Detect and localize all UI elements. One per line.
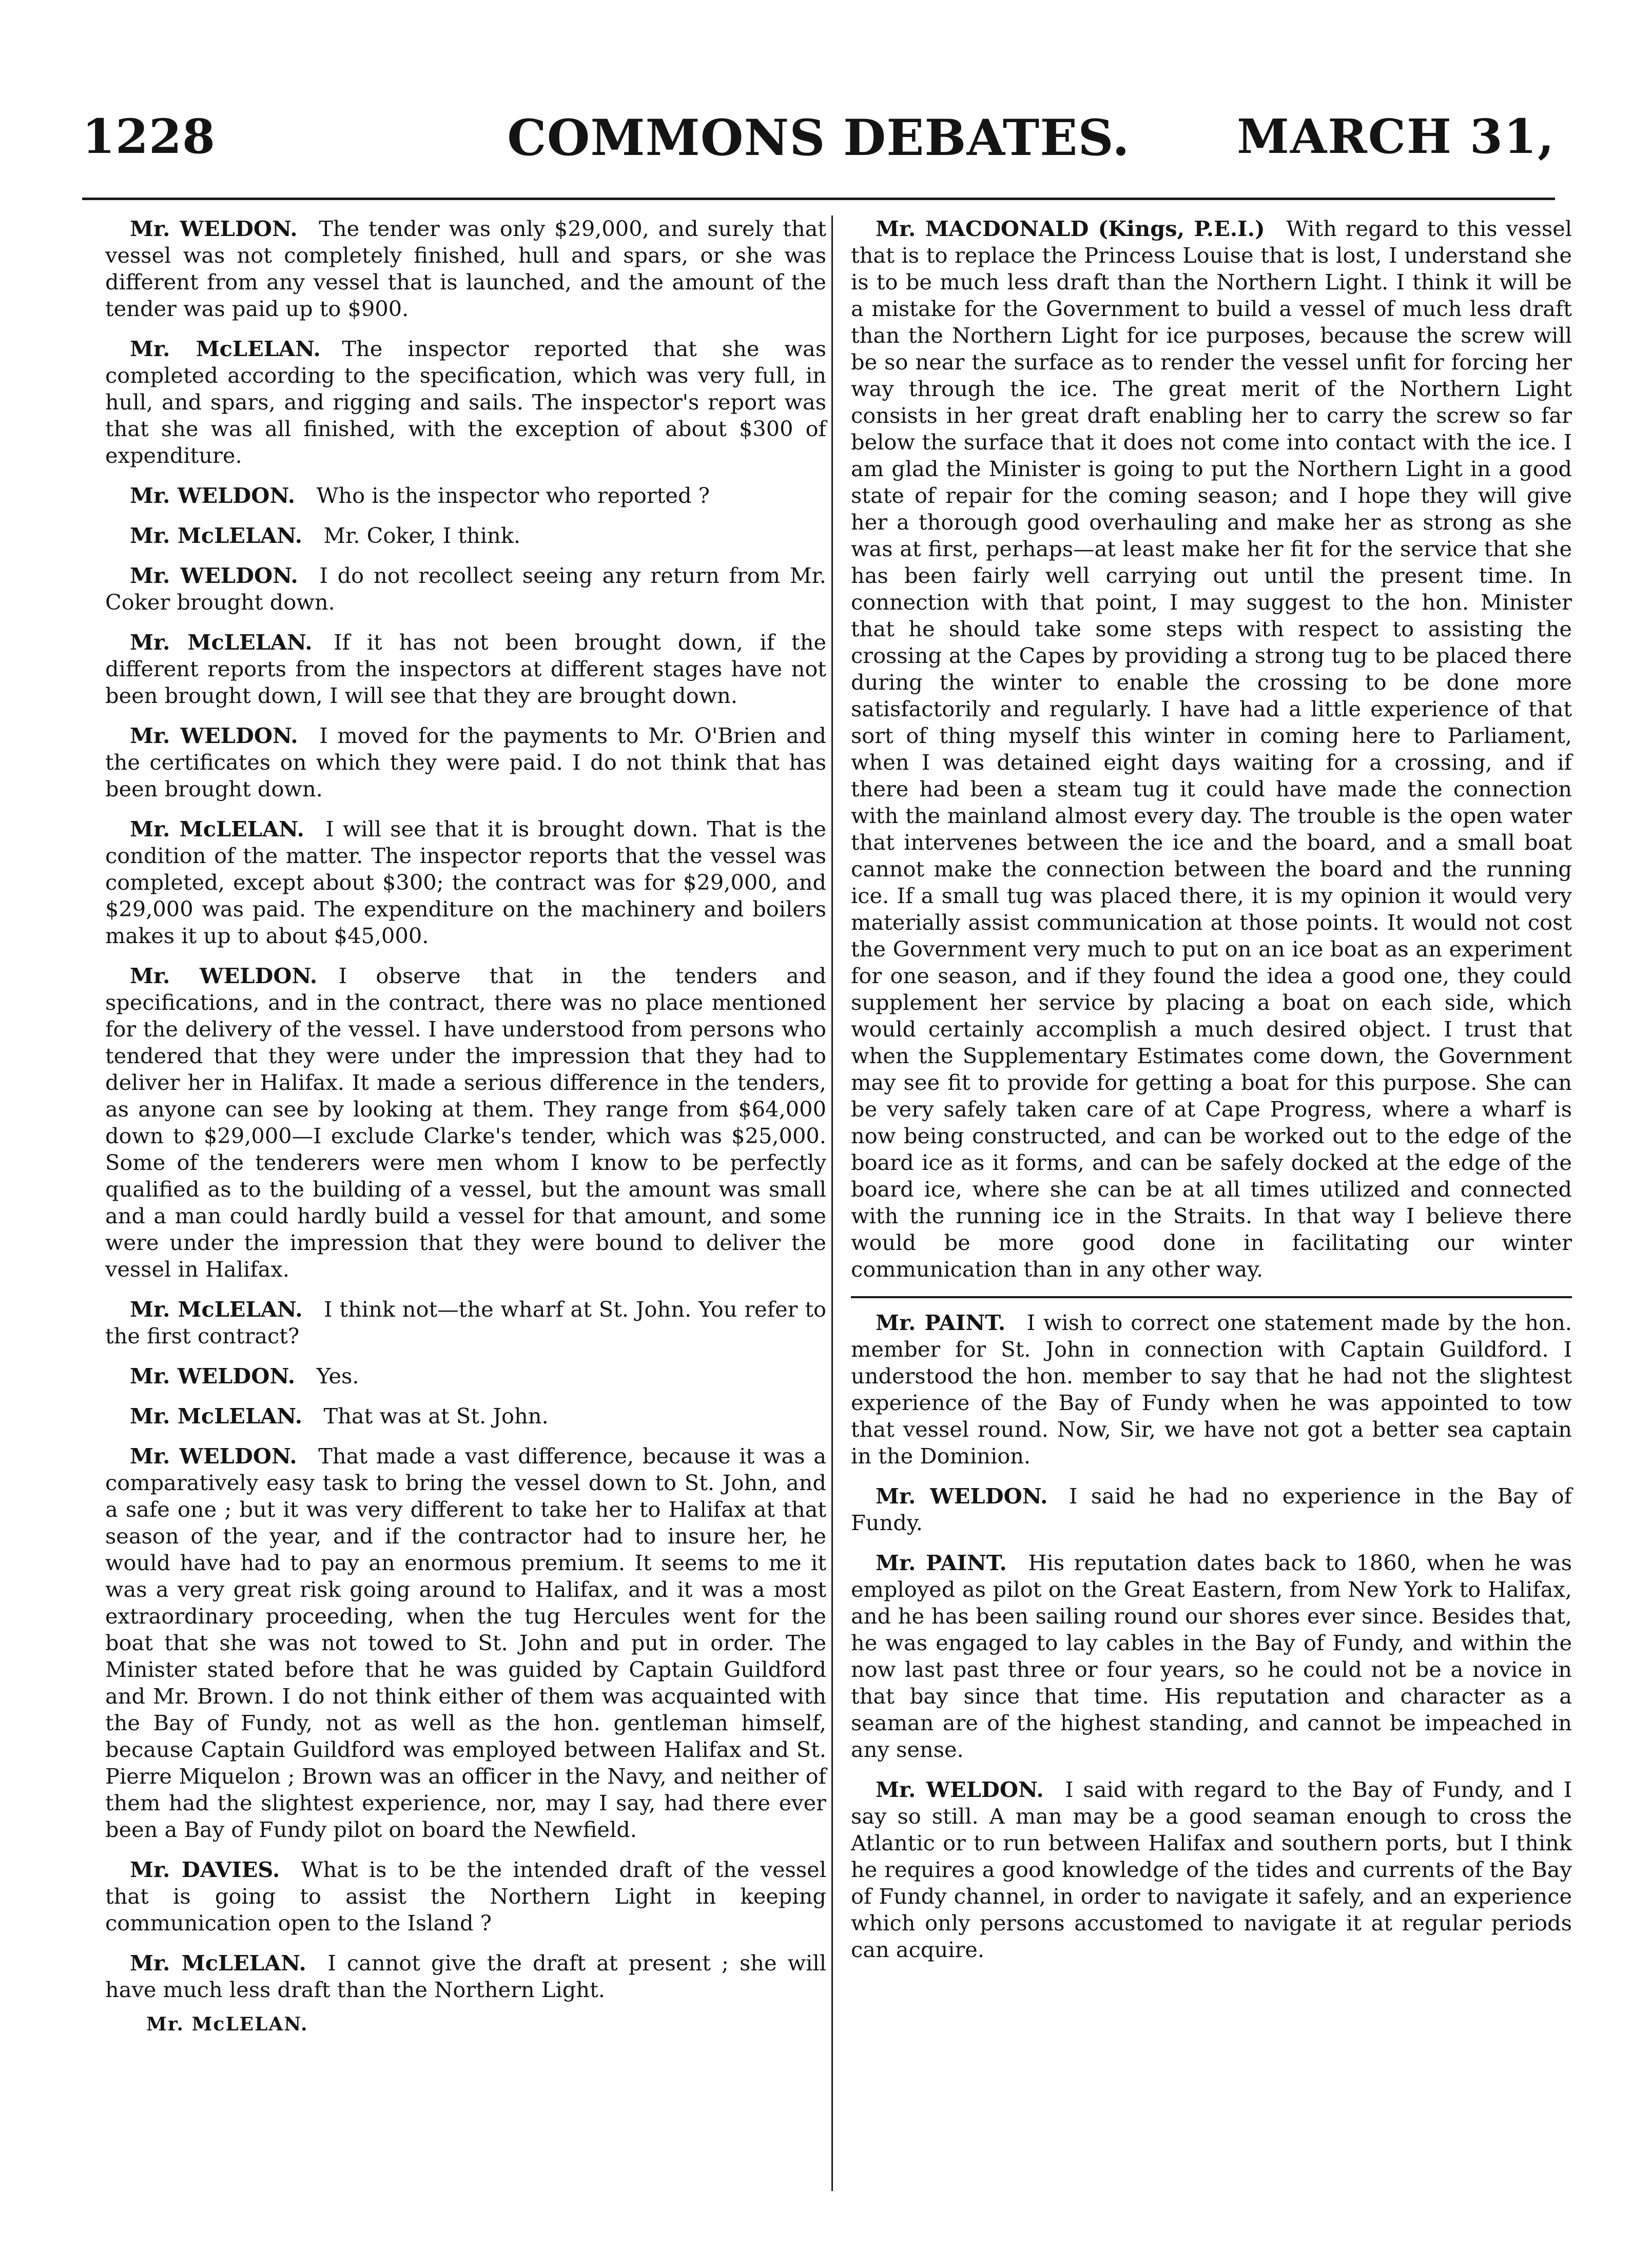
speaker-name: Mr. McLELAN. <box>130 336 321 361</box>
speech-paragraph <box>105 629 826 709</box>
speech-text: What is to be the intended draft of the vessel that is going to assist the Northern Light in keeping communication open to the Island ? <box>105 1857 826 1935</box>
right-paragraphs-top <box>851 216 1572 1283</box>
speech-paragraph <box>105 562 826 616</box>
speech-paragraph <box>105 1403 826 1430</box>
speech-paragraph <box>851 1483 1572 1536</box>
header-rule <box>82 198 1555 200</box>
speaker-name: Mr. WELDON. <box>130 563 298 588</box>
speech-paragraph <box>851 216 1572 1283</box>
left-paragraphs <box>105 216 826 2003</box>
speech-paragraph <box>105 216 826 322</box>
speaker-name: Mr. DAVIES. <box>130 1857 280 1882</box>
speaker-name: Mr. WELDON. <box>876 1777 1044 1802</box>
right-paragraphs-bottom <box>851 1309 1572 1963</box>
speech-paragraph <box>851 1309 1572 1470</box>
speech-text: That made a vast difference, because it was a comparatively easy task to bring the vessel down to St. John, and a safe one ; but it was very different to take her to Halifax at that season of the year, and if the contractor had to insure her, he would have had to pay an enormous premium. It seems to me it was a very great risk going around to Halifax, and it was a most extraordinary proceeding, when the tug Hercules went for the boat that she was not towed to St. John and put in order. The Minister stated before that he was guided by Captain Guildford and Mr. Brown. I do not think either of them was acquainted with the Bay of Fundy, not as well as the hon. gentleman himself, because Captain Guildford was employed between Halifax and St. Pierre Miquelon ; Brown was an officer in the Navy, and neither of them had the slightest experience, nor, may I say, had there ever been a Bay of Fundy pilot on board the Newfield. <box>105 1443 826 1842</box>
speech-text: I cannot give the draft at present ; she will have much less draft than the Northern Light. <box>105 1950 826 2002</box>
speaker-name: Mr. WELDON. <box>130 963 318 988</box>
speech-paragraph <box>851 1776 1572 1963</box>
speech-paragraph <box>105 963 826 1283</box>
section-rule <box>851 1296 1572 1298</box>
speech-text: With regard to this vessel that is to replace the Princess Louise that is lost, I understand she is to be much less draft than the Northern Light. I think it will be a mistake for the Government to build a vessel of much less draft than the Northern Light for ice purposes, because the screw will be so near the surface as to render the vessel unfit for forcing her way through the ice. The great merit of the Northern Light consists in her great draft enabling her to carry the screw so far below the surface that it does not come into contact with the ice. I am glad the Minister is going to put the Northern Light in a good state of repair for the coming season; and I hope they will give her a thorough good overhauling and make her as strong as she was at first, perhaps—at least make her fit for the service that she has been fairly well carrying out until the present time. In connection with that point, I may suggest to the hon. Minister that he should take some steps with respect to assisting the crossing at the Capes by providing a strong tug to be placed there during the winter to enable the crossing to be done more satisfactorily and regularly. I have had a little experience of that sort of thing myself this winter in coming here to Parliament, when I was detained eight days waiting for a crossing, and if there had been a steam tug it could have made the connection with the mainland almost every day. The trouble is the open water that intervenes between the ice and the board, and a small boat cannot make the connection between the board and the running ice. If a small tug was placed there, it is my opinion it would very materially assist communication at those points. It would not cost the Government very much to put on an ice boat as an experiment for one season, and if they found the idea a good one, they could supplement her service by placing a boat on each side, which would certainly accomplish a much desired object. I trust that when the Supplementary Estimates come down, the Government may see fit to provide for getting a boat for this purpose. She can be very safely taken care of at Cape Progress, where a wharf is now being constructed, and can be worked out to the edge of the board ice as it forms, and can be safely docked at the edge of the board ice, where she can be at all times utilized and connected with the running ice in the Straits. In that way I believe there would be more good done in facilitating our winter communication than in any other way. <box>851 216 1572 1282</box>
speech-paragraph <box>851 1550 1572 1763</box>
speech-text: The inspector reported that she was completed according to the specification, which was very full, in hull, and spars, and rigging and sails. The inspector's report was that she was all finished, with the exception of about $300 of expenditure. <box>105 336 827 468</box>
speech-paragraph <box>105 522 826 549</box>
speech-text: I said with regard to the Bay of Fundy, and I say so still. A man may be a good seaman enough to cross the Atlantic or to run between Halifax and southern ports, but I think he requires a good knowledge of the tides and currents of the Bay of Fundy channel, in order to navigate it safely, and an experience which only persons accustomed to navigate it at regular periods can acquire. <box>851 1777 1572 1962</box>
speaker-name: Mr. McLELAN. <box>130 523 303 548</box>
speech-text: The tender was only $29,000, and surely that vessel was not completely finished, hull and spars, or she was different from any vessel that is launched, and the amount of the tender was paid up to $900. <box>105 216 826 321</box>
speech-text: Yes. <box>316 1363 359 1389</box>
speaker-name: Mr. McLELAN. <box>130 630 313 655</box>
speaker-name: Mr. WELDON. <box>130 216 298 241</box>
speech-text: I moved for the payments to Mr. O'Brien and the certificates on which they were paid. I do not think that has been brought down. <box>105 723 826 801</box>
speech-text: I wish to correct one statement made by the hon. member for St. John in connection with Captain Guildford. I understood the hon. member to say that he had not the slightest experience of the Bay of Fundy when he was appointed to tow that vessel round. Now, Sir, we have not got a better sea captain in the Dominion. <box>851 1310 1572 1469</box>
speaker-name: Mr. McLELAN. <box>130 1297 303 1322</box>
speech-paragraph <box>105 1856 826 1937</box>
speaker-name: Mr. WELDON. <box>130 483 296 508</box>
speaker-name: Mr. PAINT. <box>876 1550 1007 1575</box>
speech-text: I think not—the wharf at St. John. You refer to the first contract? <box>105 1297 827 1348</box>
speaker-name: Mr. MACDONALD (Kings, P.E.I.) <box>876 216 1265 241</box>
speech-text: I observe that in the tenders and specifications, and in the contract, there was no place mentioned for the delivery of the vessel. I have understood from persons who tendered that they were under the impression that they had to deliver her in Halifax. It made a serious difference in the tenders, as anyone can see by looking at them. They range from $64,000 down to $29,000—I exclude Clarke's tender, which was $25,000. Some of the tenderers were men whom I know to be perfectly qualified as to the building of a vessel, but the amount was small and a man could hardly build a vessel for that amount, and some were under the impression that they were bound to deliver the vessel in Halifax. <box>105 963 826 1282</box>
speaker-name: Mr. McLELAN. <box>130 1950 306 1976</box>
speech-text: Who is the inspector who reported ? <box>316 483 710 508</box>
right-column <box>851 216 1572 1977</box>
speaker-name: Mr. WELDON. <box>130 723 298 748</box>
page-number: 1228 <box>82 109 216 164</box>
speech-text: Mr. Coker, I think. <box>323 523 521 548</box>
speech-text: I do not recollect seeing any return from Mr. Coker brought down. <box>105 563 826 615</box>
speech-paragraph <box>105 1443 826 1843</box>
page-date: MARCH 31, <box>1237 109 1555 164</box>
column-divider <box>831 216 833 2191</box>
column-signature: Mr. McLELAN. <box>146 2013 308 2035</box>
speech-paragraph <box>105 1950 826 2003</box>
speech-paragraph <box>105 816 826 949</box>
speech-paragraph <box>105 722 826 803</box>
left-column <box>105 216 826 2035</box>
speech-text: I will see that it is brought down. That is the condition of the matter. The inspector reports that the vessel was completed, except about $300; the contract was for $29,000, and $29,000 was paid. The expenditure on the machinery and boilers makes it up to about $45,000. <box>105 816 826 948</box>
speaker-name: Mr. WELDON. <box>130 1443 297 1469</box>
speaker-name: Mr. WELDON. <box>130 1363 296 1389</box>
page-header <box>82 109 1555 175</box>
speaker-name: Mr. PAINT. <box>876 1310 1006 1335</box>
speech-paragraph <box>105 482 826 509</box>
speech-paragraph <box>105 1296 826 1350</box>
speech-paragraph <box>105 336 826 469</box>
speaker-name: Mr. McLELAN. <box>130 816 304 842</box>
speaker-name: Mr. WELDON. <box>876 1483 1048 1509</box>
speech-text: His reputation dates back to 1860, when he was employed as pilot on the Great Eastern, from New York to Halifax, and he has been sailing round our shores ever since. Besides that, he was engaged to lay cables in the Bay of Fundy, and within the now last past three or four years, so he could not be a novice in that bay since that time. His reputation and character as a seaman are of the highest standing, and cannot be impeached in any sense. <box>851 1550 1572 1762</box>
speech-text: If it has not been brought down, if the different reports from the inspectors at different stages have not been brought down, I will see that they are brought down. <box>105 630 827 708</box>
speech-text: I said he had no experience in the Bay of Fundy. <box>851 1483 1572 1535</box>
speech-text: That was at St. John. <box>323 1403 549 1429</box>
speech-paragraph <box>105 1363 826 1390</box>
speaker-name: Mr. McLELAN. <box>130 1403 303 1429</box>
page-title: COMMONS DEBATES. <box>507 109 1130 167</box>
